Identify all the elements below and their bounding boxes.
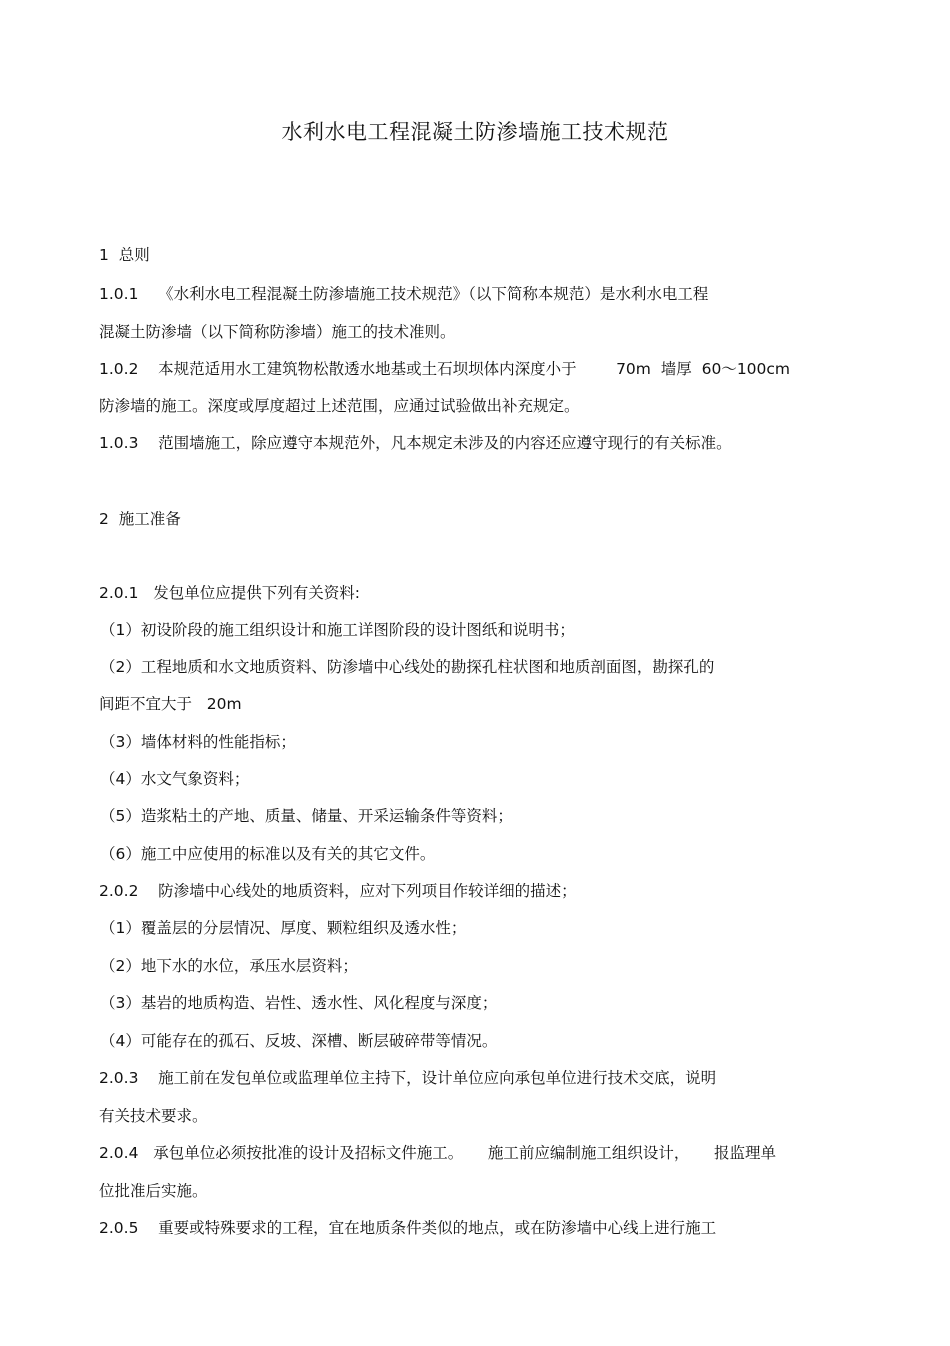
paragraph-line: 防渗墙的施工。深度或厚度超过上述范围，应通过试验做出补充规定。 <box>99 397 580 415</box>
list-item: （4）可能存在的孤石、反坡、深槽、断层破碎带等情况。 <box>100 1032 498 1050</box>
list-item: （2）工程地质和水文地质资料、防渗墙中心线处的勘探孔柱状图和地质剖面图，勘探孔的 <box>100 658 715 676</box>
paragraph-line: 2.0.1 发包单位应提供下列有关资料: <box>99 584 360 602</box>
list-item: （2）地下水的水位，承压水层资料； <box>100 957 358 975</box>
paragraph-line: 有关技术要求。 <box>99 1107 208 1125</box>
paragraph-line: 间距不宜大于 20m <box>99 695 242 713</box>
paragraph-line: 1.0.2 本规范适用水工建筑物松散透水地基或土石坝坝体内深度小于 70m 墙厚 60～100cm <box>99 360 791 378</box>
section-heading-general: 1 总则 <box>99 246 150 264</box>
paragraph-line: 2.0.2 防渗墙中心线处的地质资料，应对下列项目作较详细的描述； <box>99 882 577 900</box>
list-item: （1）覆盖层的分层情况、厚度、颗粒组织及透水性； <box>100 919 467 937</box>
list-item: （1）初设阶段的施工组织设计和施工详图阶段的设计图纸和说明书； <box>100 621 575 639</box>
document-title: 水利水电工程混凝土防渗墙施工技术规范 <box>281 120 669 144</box>
paragraph-line: 位批准后实施。 <box>99 1182 208 1200</box>
paragraph-line: 混凝土防渗墙（以下简称防渗墙）施工的技术准则。 <box>99 323 456 341</box>
paragraph-line: 2.0.3 施工前在发包单位或监理单位主持下，设计单位应向承包单位进行技术交底，说明 <box>99 1069 717 1087</box>
list-item: （6）施工中应使用的标准以及有关的其它文件。 <box>100 845 436 863</box>
paragraph-line: 1.0.1 《水利水电工程混凝土防渗墙施工技术规范》（以下简称本规范）是水利水电工程 <box>99 285 709 303</box>
list-item: （4）水文气象资料； <box>100 770 250 788</box>
paragraph-line: 1.0.3 范围墙施工，除应遵守本规范外，凡本规定未涉及的内容还应遵守现行的有关标准。 <box>99 434 732 452</box>
list-item: （5）造浆粘土的产地、质量、储量、开采运输条件等资料； <box>100 807 513 825</box>
section-heading-preparation: 2 施工准备 <box>99 510 181 528</box>
list-item: （3）基岩的地质构造、岩性、透水性、风化程度与深度； <box>100 994 498 1012</box>
list-item: （3）墙体材料的性能指标； <box>100 733 296 751</box>
paragraph-line: 2.0.4 承包单位必须按批准的设计及招标文件施工。 施工前应编制施工组织设计， 报监理单 <box>99 1144 776 1162</box>
paragraph-line: 2.0.5 重要或特殊要求的工程，宜在地质条件类似的地点，或在防渗墙中心线上进行施工 <box>99 1219 717 1237</box>
